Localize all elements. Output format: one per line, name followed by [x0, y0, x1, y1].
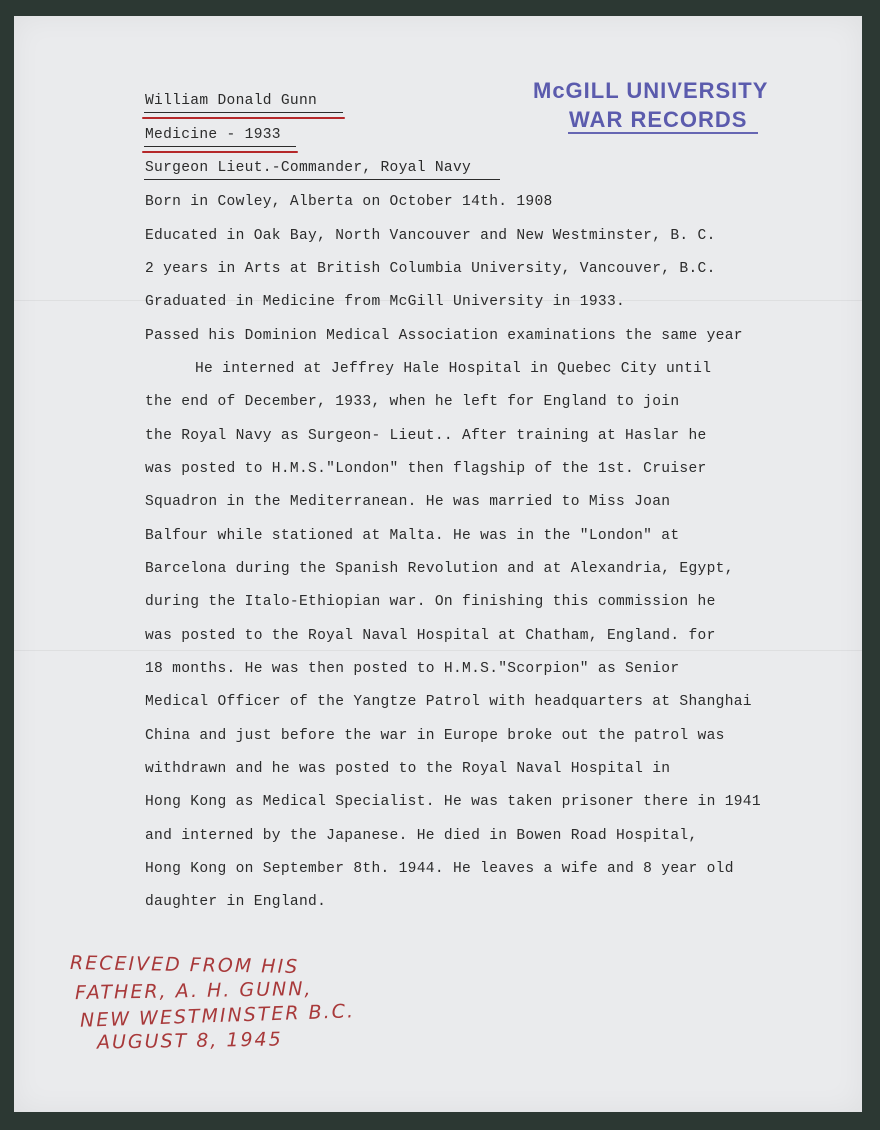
body-line: during the Italo-Ethiopian war. On finishing this commission he [145, 594, 716, 610]
name-underline [144, 112, 343, 113]
student-name: William Donald Gunn [145, 93, 318, 109]
handwritten-note-line: NEW WESTMINSTER B.C. [79, 1000, 356, 1032]
body-line: withdrawn and he was posted to the Royal Naval Hospital in [145, 761, 671, 777]
body-line: and interned by the Japanese. He died in Bowen Road Hospital, [145, 828, 698, 844]
rank-underline [144, 179, 500, 180]
handwritten-note-line: FATHER, A. H. GUNN, [74, 977, 313, 1005]
paper-fold-line [14, 650, 862, 651]
body-line: daughter in England. [145, 894, 327, 910]
fact-line: 2 years in Arts at British Columbia University, Vancouver, B.C. [145, 261, 716, 277]
handwritten-note-line: RECEIVED FROM HIS [69, 952, 300, 978]
name-red-underline [142, 117, 345, 119]
body-line: was posted to H.M.S."London" then flagship of the 1st. Cruiser [145, 461, 707, 477]
body-line: the Royal Navy as Surgeon- Lieut.. After training at Haslar he [145, 428, 707, 444]
body-line: Hong Kong on September 8th. 1944. He leaves a wife and 8 year old [145, 861, 734, 877]
body-line: China and just before the war in Europe broke out the patrol was [145, 728, 725, 744]
body-line: was posted to the Royal Naval Hospital at Chatham, England. for [145, 628, 716, 644]
body-line: Barcelona during the Spanish Revolution and at Alexandria, Egypt, [145, 561, 734, 577]
faculty-underline [144, 146, 296, 147]
body-line: Medical Officer of the Yangtze Patrol with headquarters at Shanghai [145, 694, 752, 710]
body-line: Squadron in the Mediterranean. He was married to Miss Joan [145, 494, 671, 510]
body-line: 18 months. He was then posted to H.M.S."Scorpion" as Senior [145, 661, 680, 677]
fact-line: Graduated in Medicine from McGill University in 1933. [145, 294, 626, 310]
fact-line: Educated in Oak Bay, North Vancouver and New Westminster, B. C. [145, 228, 716, 244]
stamp-war-records: WAR RECORDS [569, 107, 748, 132]
body-line: He interned at Jeffrey Hale Hospital in Quebec City until [195, 361, 712, 377]
body-line: Hong Kong as Medical Specialist. He was taken prisoner there in 1941 [145, 794, 761, 810]
faculty-year: Medicine - 1933 [145, 127, 281, 143]
rank: Surgeon Lieut.-Commander, Royal Navy [145, 160, 472, 176]
fact-line: Born in Cowley, Alberta on October 14th. 1908 [145, 194, 553, 210]
fact-line: Passed his Dominion Medical Association examinations the same year [145, 328, 743, 344]
stamp-underline [568, 132, 758, 134]
body-line: the end of December, 1933, when he left for England to join [145, 394, 680, 410]
body-line: Balfour while stationed at Malta. He was in the "London" at [145, 528, 680, 544]
faculty-red-underline [142, 151, 298, 153]
stamp-university: McGILL UNIVERSITY [533, 78, 769, 103]
handwritten-note-line: AUGUST 8, 1945 [96, 1028, 283, 1054]
